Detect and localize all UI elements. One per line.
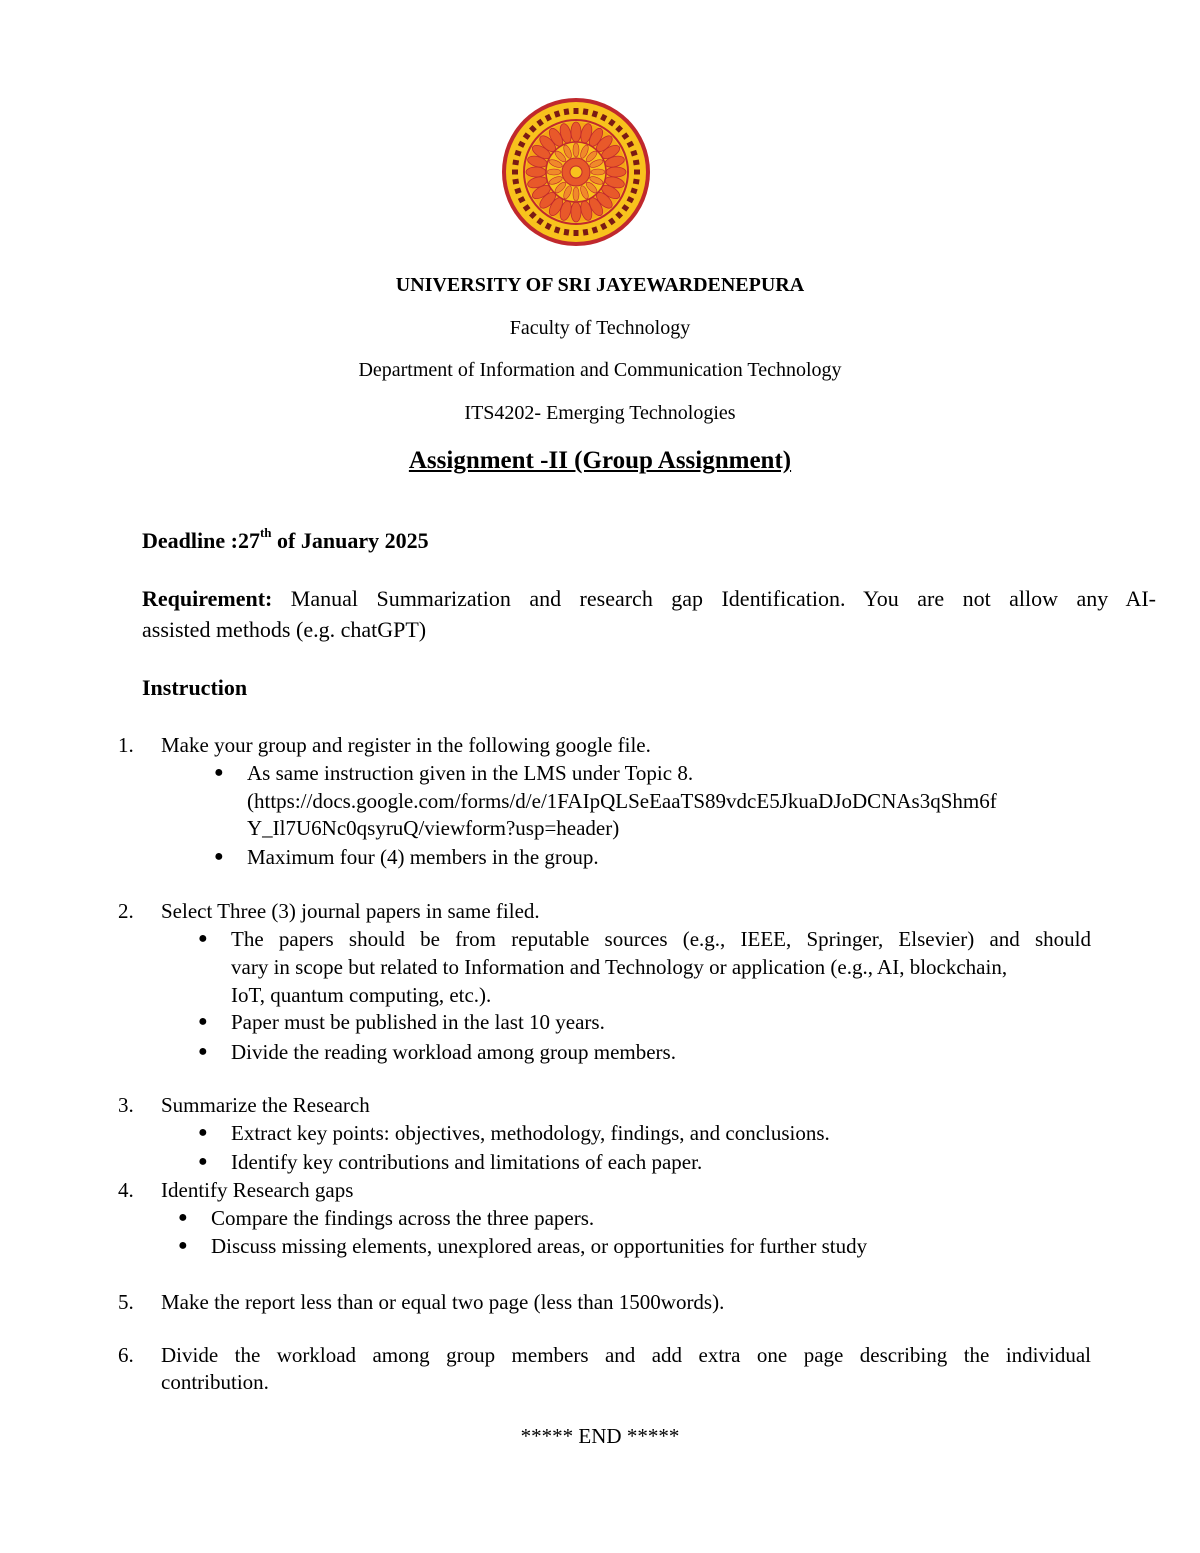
item-2-text: Select Three (3) journal papers in same filed. [161,899,540,923]
item-4-bullet-1: Compare the findings across the three papers. [211,1206,595,1230]
item-1-number: 1. [118,733,134,757]
bullet-icon: ● [198,1043,208,1060]
item-3-bullet-1: Extract key points: objectives, methodology, findings, and conclusions. [231,1121,830,1145]
deadline-rest: of January 2025 [271,528,429,553]
requirement-line-2: assisted methods (e.g. chatGPT) [142,617,427,642]
item-5-number: 5. [118,1290,134,1314]
item-4-bullet-2: Discuss missing elements, unexplored areas, or opportunities for further study [211,1234,868,1258]
item-2-bullet-2: Paper must be published in the last 10 years. [231,1010,605,1034]
item-2-number: 2. [118,899,134,923]
university-seal-icon [500,96,652,248]
item-6-number: 6. [118,1343,134,1367]
bullet-icon: ● [198,1153,208,1170]
item-2-bullet-1-line-1: The papers should be from reputable sources (e.g., IEEE, Springer, Elsevier) and should [231,927,1091,951]
requirement-label: Requirement: [142,586,273,611]
deadline-suffix: th [259,524,272,540]
item-4-text: Identify Research gaps [161,1178,354,1202]
item-4-number: 4. [118,1178,134,1202]
item-3-number: 3. [118,1093,134,1117]
requirement-text: Manual Summarization and research gap Identification. You are not allow any AI- [272,586,1156,611]
bullet-icon: ● [178,1209,188,1226]
item-1-bullet-1-line-3: Y_Il7U6Nc0qsyruQ/viewform?usp=header) [247,816,620,840]
bullet-icon: ● [198,1013,208,1030]
deadline-label: Deadline : [142,528,238,553]
item-6-line-2: contribution. [161,1370,269,1394]
deadline-day: 27 [237,528,260,553]
item-1-text: Make your group and register in the following google file. [161,733,651,757]
bullet-icon: ● [198,1124,208,1141]
item-1-bullet-1-line-2: (https://docs.google.com/forms/d/e/1FAIpQLSeEaaTS89vdcE5JkuaDJoDCNAs3qShm6f [247,789,997,813]
deadline [142,524,429,554]
bullet-icon: ● [178,1237,188,1254]
course-name: ITS4202- Emerging Technologies [464,402,736,424]
instruction-heading: Instruction [142,675,248,700]
department-name: Department of Information and Communication Technology [358,359,842,381]
university-name: UNIVERSITY OF SRI JAYEWARDENEPURA [395,274,805,296]
page-title: Assignment -II (Group Assignment) [408,447,792,474]
item-3-bullet-2: Identify key contributions and limitations of each paper. [231,1150,703,1174]
item-2-bullet-1-line-3: IoT, quantum computing, etc.). [231,983,492,1007]
requirement-line-1 [142,586,1156,612]
bullet-icon: ● [198,930,208,947]
item-5-text: Make the report less than or equal two page (less than 1500words). [161,1290,725,1314]
bullet-icon: ● [214,848,224,865]
item-1-bullet-1-line-1: As same instruction given in the LMS under Topic 8. [247,761,694,785]
item-2-bullet-3: Divide the reading workload among group members. [231,1040,676,1064]
item-1-bullet-2: Maximum four (4) members in the group. [247,845,599,869]
end-marker: ***** END ***** [520,1424,680,1448]
item-2-bullet-1-line-2: vary in scope but related to Information and Technology or application (e.g., AI, blockchain, [231,955,1008,979]
bullet-icon: ● [214,764,224,781]
item-6-line-1: Divide the workload among group members and add extra one page describing the individual [161,1343,1091,1367]
faculty-name: Faculty of Technology [509,317,691,339]
item-3-text: Summarize the Research [161,1093,370,1117]
requirement [142,586,1156,612]
